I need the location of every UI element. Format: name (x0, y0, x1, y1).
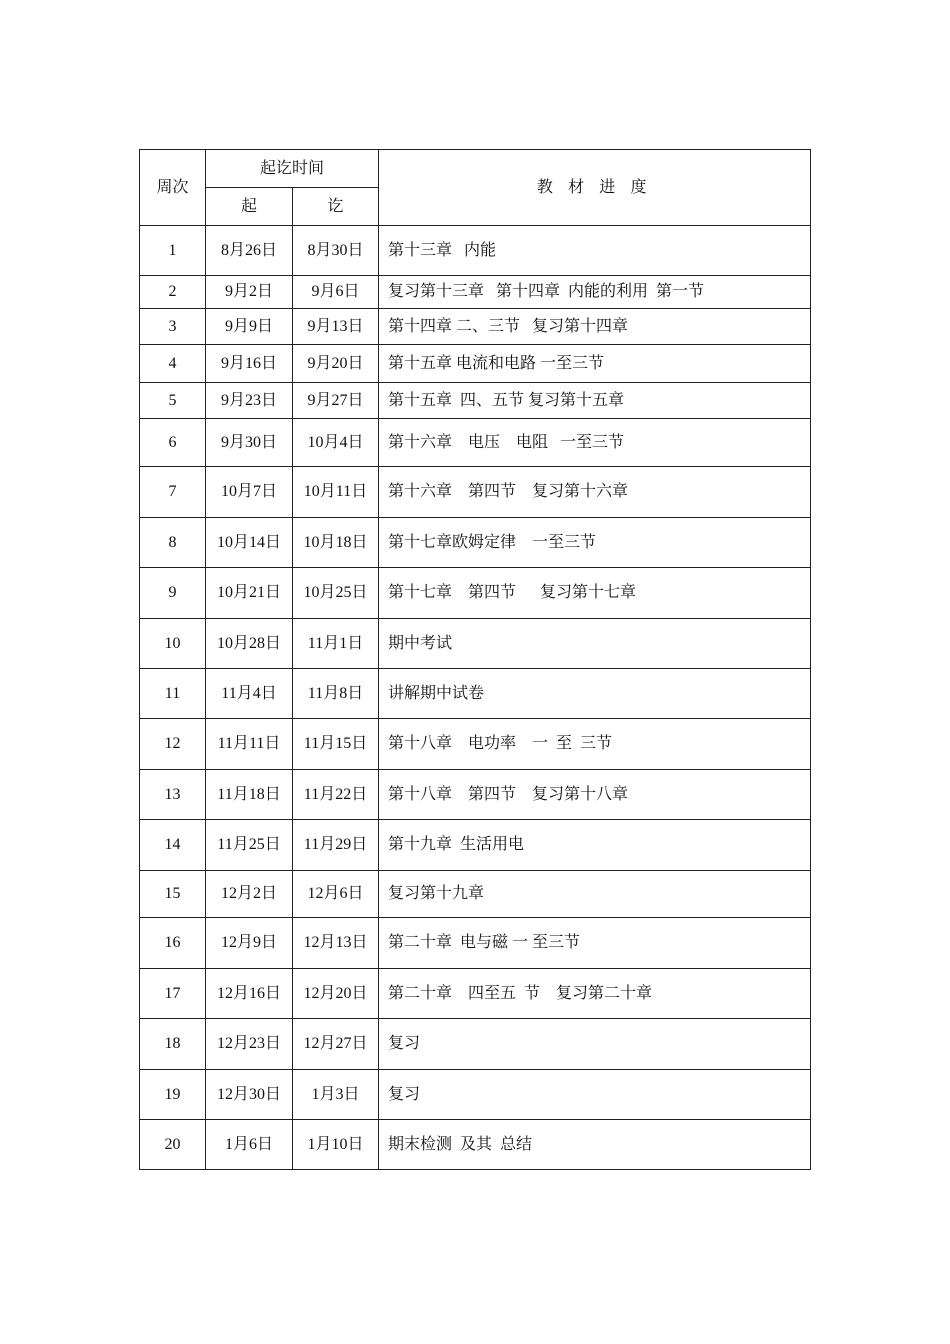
table-row (140, 345, 811, 383)
progress-cell: 第十五章 四、五节 复习第十五章 (379, 383, 811, 419)
start-date-cell: 1月6日 (206, 1120, 293, 1170)
header-period: 起讫时间 (206, 150, 379, 188)
week-cell: 7 (140, 467, 206, 518)
start-date-cell: 11月4日 (206, 669, 293, 719)
end-date-cell: 1月10日 (293, 1120, 379, 1170)
week-cell: 1 (140, 226, 206, 276)
end-date-cell: 10月11日 (293, 467, 379, 518)
progress-cell: 讲解期中试卷 (379, 669, 811, 719)
progress-cell: 第十九章 生活用电 (379, 820, 811, 871)
end-date-cell: 11月15日 (293, 719, 379, 770)
table-row (140, 419, 811, 467)
end-date-cell: 12月27日 (293, 1019, 379, 1070)
progress-cell: 复习 (379, 1019, 811, 1070)
end-date-cell: 9月27日 (293, 383, 379, 419)
table-row (140, 719, 811, 770)
end-date-cell: 12月13日 (293, 918, 379, 969)
week-cell: 10 (140, 619, 206, 669)
week-cell: 17 (140, 969, 206, 1019)
end-date-cell: 9月20日 (293, 345, 379, 383)
table-row (140, 518, 811, 568)
week-cell: 9 (140, 568, 206, 619)
start-date-cell: 10月21日 (206, 568, 293, 619)
header-start: 起 (206, 188, 293, 226)
header-progress: 教 材 进 度 (379, 150, 811, 226)
start-date-cell: 10月7日 (206, 467, 293, 518)
end-date-cell: 12月20日 (293, 969, 379, 1019)
progress-cell: 复习第十九章 (379, 871, 811, 918)
end-date-cell: 11月1日 (293, 619, 379, 669)
end-date-cell: 11月8日 (293, 669, 379, 719)
table-row (140, 1019, 811, 1070)
end-date-cell: 9月6日 (293, 276, 379, 309)
progress-cell: 期末检测 及其 总结 (379, 1120, 811, 1170)
table-row (140, 669, 811, 719)
week-cell: 19 (140, 1070, 206, 1120)
start-date-cell: 12月2日 (206, 871, 293, 918)
start-date-cell: 9月9日 (206, 309, 293, 345)
start-date-cell: 12月16日 (206, 969, 293, 1019)
schedule-body (140, 226, 811, 1170)
table-row (140, 226, 811, 276)
progress-cell: 第二十章 四至五 节 复习第二十章 (379, 969, 811, 1019)
progress-cell: 第十六章 第四节 复习第十六章 (379, 467, 811, 518)
table-row (140, 309, 811, 345)
end-date-cell: 1月3日 (293, 1070, 379, 1120)
progress-cell: 复习第十三章 第十四章 内能的利用 第一节 (379, 276, 811, 309)
progress-cell: 第十七章欧姆定律 一至三节 (379, 518, 811, 568)
progress-cell: 期中考试 (379, 619, 811, 669)
week-cell: 6 (140, 419, 206, 467)
start-date-cell: 12月30日 (206, 1070, 293, 1120)
progress-cell: 第十八章 第四节 复习第十八章 (379, 770, 811, 820)
week-cell: 16 (140, 918, 206, 969)
week-cell: 13 (140, 770, 206, 820)
week-cell: 15 (140, 871, 206, 918)
end-date-cell: 11月29日 (293, 820, 379, 871)
week-cell: 14 (140, 820, 206, 871)
schedule-table (139, 149, 811, 1170)
week-cell: 12 (140, 719, 206, 770)
table-row (140, 383, 811, 419)
table-row (140, 1070, 811, 1120)
table-row (140, 1120, 811, 1170)
progress-cell: 第十六章 电压 电阻 一至三节 (379, 419, 811, 467)
week-cell: 8 (140, 518, 206, 568)
progress-cell: 第十三章 内能 (379, 226, 811, 276)
end-date-cell: 10月25日 (293, 568, 379, 619)
start-date-cell: 11月25日 (206, 820, 293, 871)
start-date-cell: 9月16日 (206, 345, 293, 383)
start-date-cell: 11月11日 (206, 719, 293, 770)
table-row (140, 918, 811, 969)
progress-cell: 第二十章 电与磁 一 至三节 (379, 918, 811, 969)
table-row (140, 871, 811, 918)
end-date-cell: 11月22日 (293, 770, 379, 820)
table-row (140, 820, 811, 871)
table-row (140, 276, 811, 309)
week-cell: 5 (140, 383, 206, 419)
end-date-cell: 9月13日 (293, 309, 379, 345)
start-date-cell: 9月23日 (206, 383, 293, 419)
week-cell: 4 (140, 345, 206, 383)
end-date-cell: 10月4日 (293, 419, 379, 467)
start-date-cell: 9月2日 (206, 276, 293, 309)
week-cell: 18 (140, 1019, 206, 1070)
start-date-cell: 12月23日 (206, 1019, 293, 1070)
start-date-cell: 12月9日 (206, 918, 293, 969)
progress-cell: 第十八章 电功率 一 至 三节 (379, 719, 811, 770)
week-cell: 2 (140, 276, 206, 309)
header-end: 讫 (293, 188, 379, 226)
table-row (140, 568, 811, 619)
week-cell: 3 (140, 309, 206, 345)
week-cell: 11 (140, 669, 206, 719)
table-row (140, 969, 811, 1019)
progress-cell: 第十七章 第四节 复习第十七章 (379, 568, 811, 619)
start-date-cell: 10月28日 (206, 619, 293, 669)
progress-cell: 第十四章 二、三节 复习第十四章 (379, 309, 811, 345)
end-date-cell: 8月30日 (293, 226, 379, 276)
table-row (140, 619, 811, 669)
progress-cell: 第十五章 电流和电路 一至三节 (379, 345, 811, 383)
start-date-cell: 9月30日 (206, 419, 293, 467)
start-date-cell: 11月18日 (206, 770, 293, 820)
table-row (140, 770, 811, 820)
end-date-cell: 12月6日 (293, 871, 379, 918)
table-row (140, 467, 811, 518)
week-cell: 20 (140, 1120, 206, 1170)
start-date-cell: 8月26日 (206, 226, 293, 276)
header-week: 周次 (140, 150, 206, 226)
progress-cell: 复习 (379, 1070, 811, 1120)
end-date-cell: 10月18日 (293, 518, 379, 568)
start-date-cell: 10月14日 (206, 518, 293, 568)
